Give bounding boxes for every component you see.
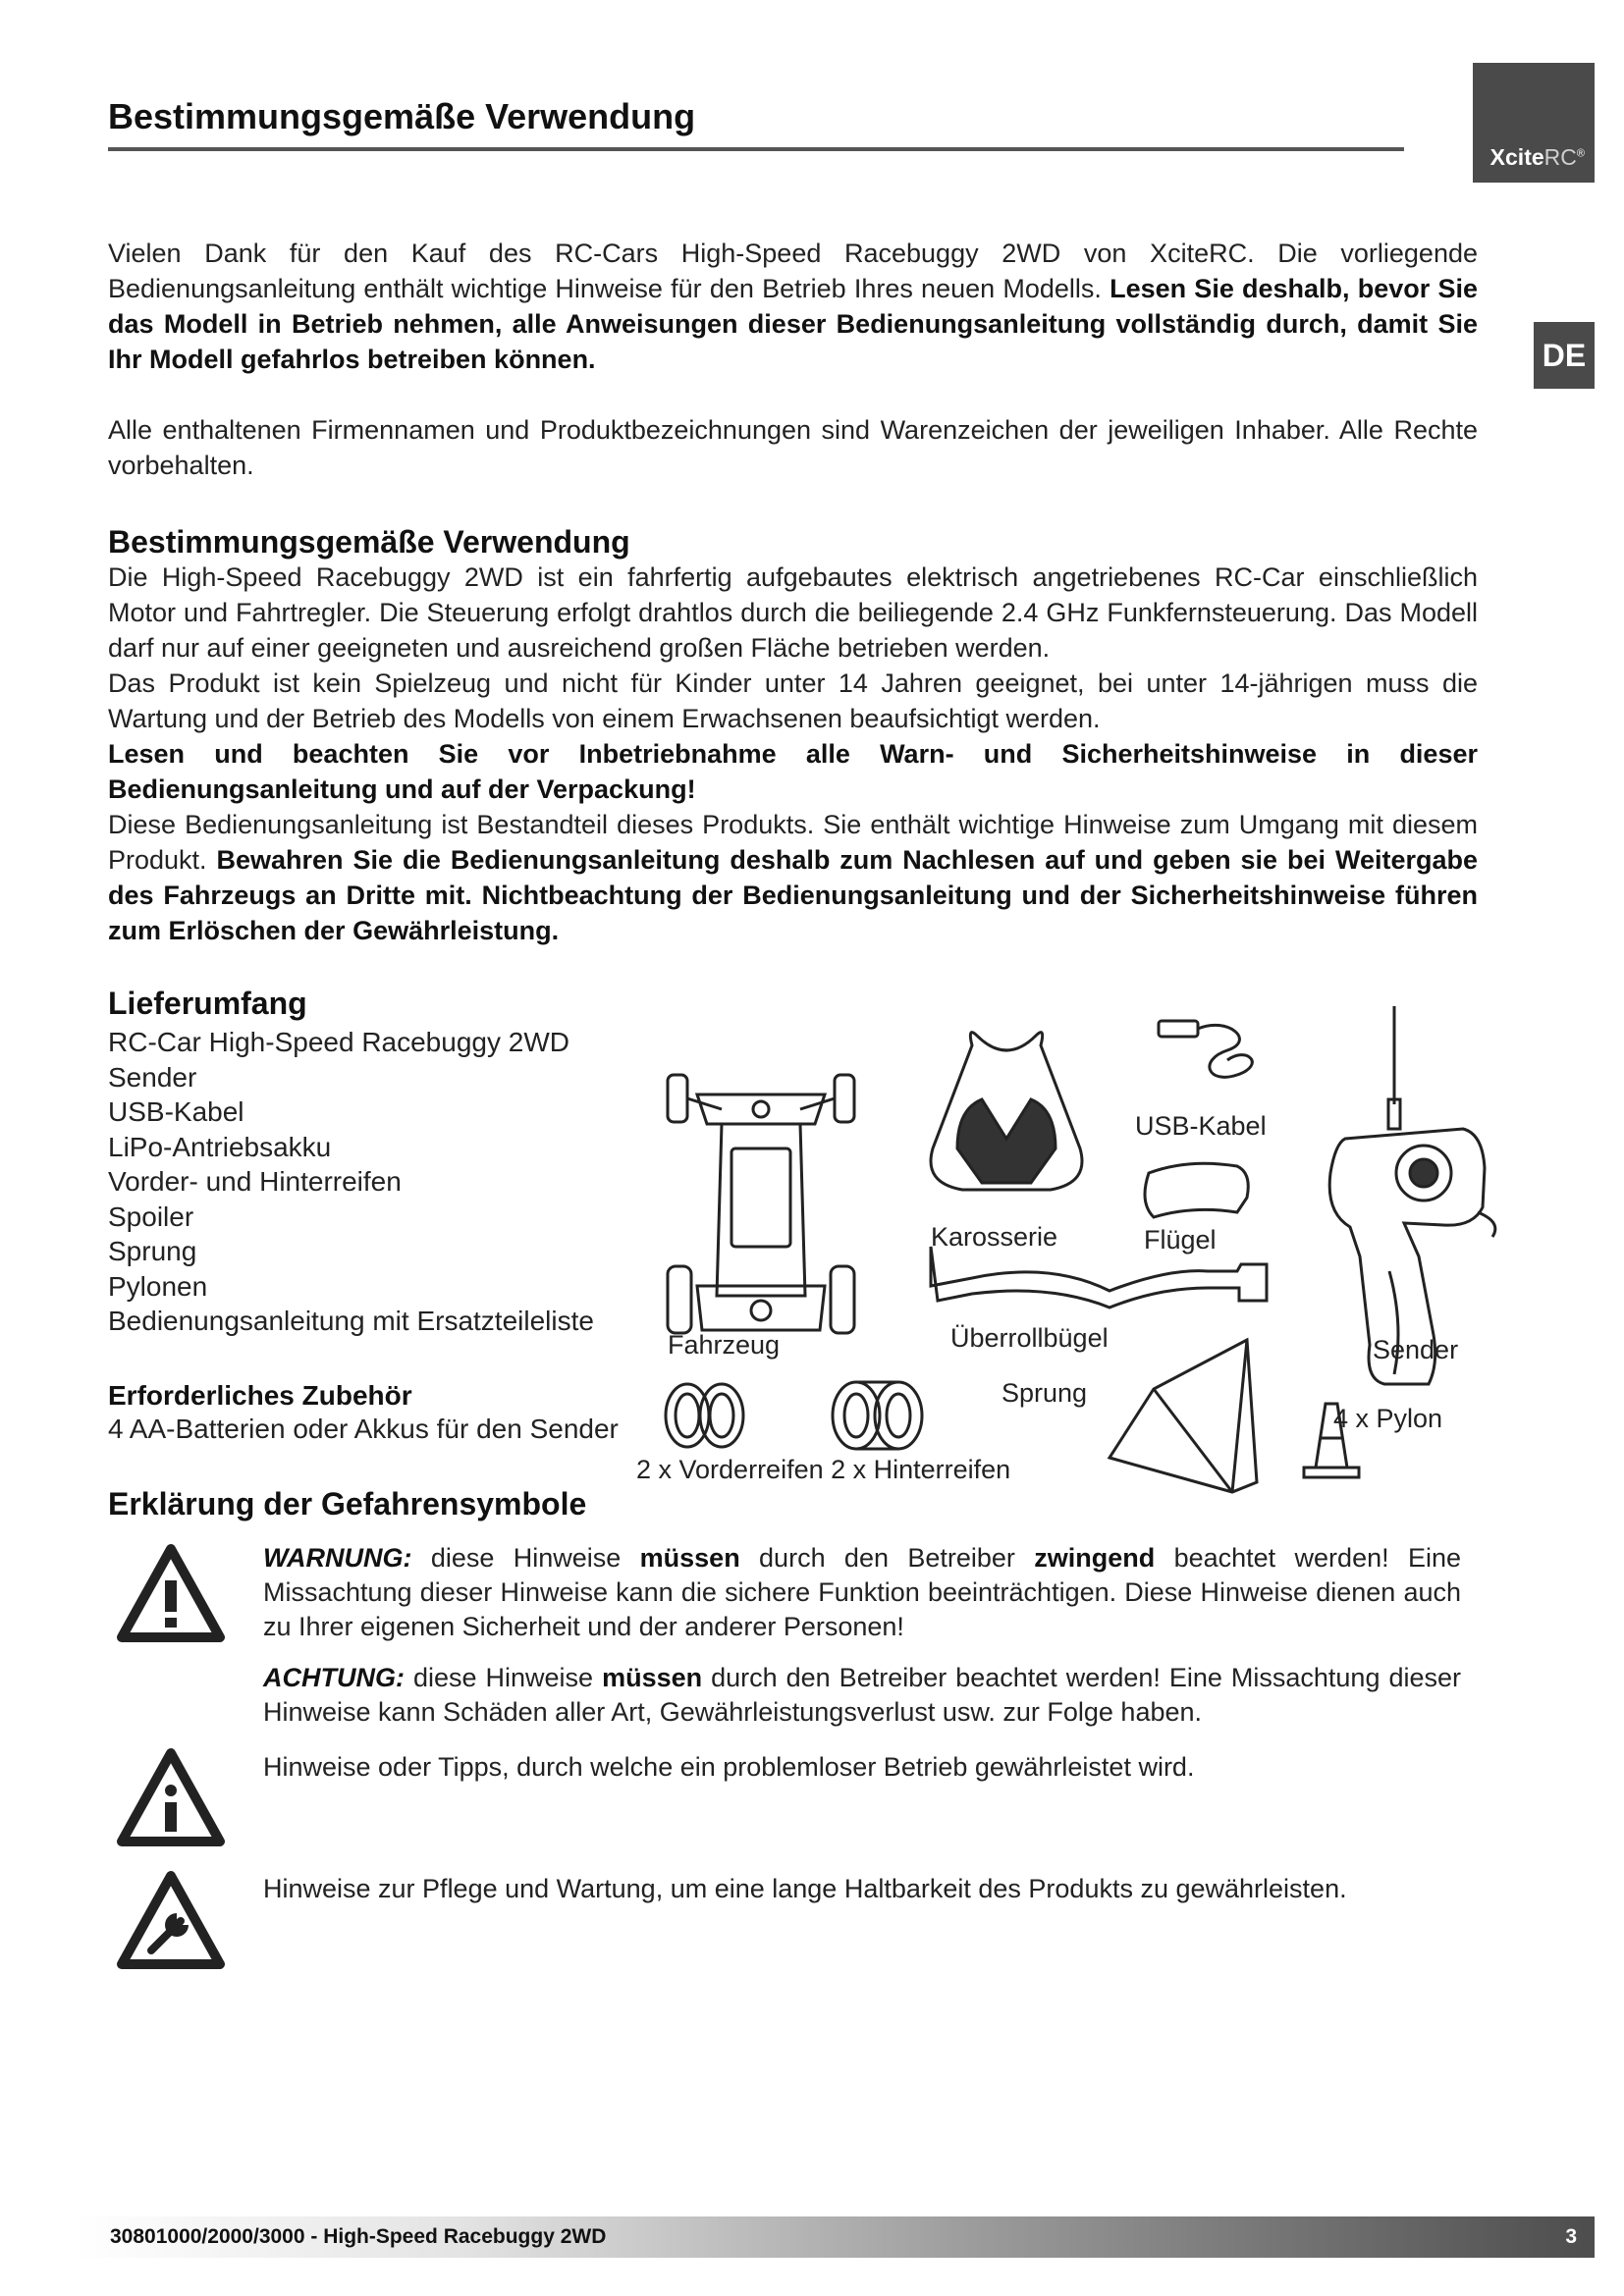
warnung-b2: zwingend (1034, 1543, 1156, 1573)
footer-bar (75, 2216, 1595, 2258)
label-fahrzeug: Fahrzeug (668, 1330, 781, 1360)
achtung-b1: müssen (602, 1663, 703, 1692)
verwendung-sentence-2: Das Produkt ist kein Spielzeug und nicht für Kinder unter 14 Jahren geeignet, bei unter 14-jährigen muss die Wartung und der Betrieb des Modells von einem Erwachsenen beaufsichtigt werden. (108, 668, 1478, 733)
package-contents-illustration (638, 1001, 1502, 1502)
list-item: RC-Car High-Speed Racebuggy 2WD (108, 1027, 569, 1057)
warning-exclamation-icon (116, 1543, 226, 1645)
logo-mark: ® (1576, 147, 1585, 160)
label-sender: Sender (1373, 1335, 1459, 1364)
warnung-t1: diese Hinweise (411, 1543, 640, 1573)
warnung-b1: müssen (639, 1543, 740, 1573)
language-tab: DE (1534, 322, 1595, 389)
list-item: Vorder- und Hinterreifen (108, 1166, 402, 1197)
warnung-t2: durch den Betreiber (739, 1543, 1035, 1573)
info-text: Hinweise oder Tipps, durch welche ein problemloser Betrieb gewährleistet wird. (263, 1752, 1195, 1782)
page-title: Bestimmungsgemäße Verwendung (108, 96, 696, 136)
hinterreifen-drawing (833, 1382, 922, 1449)
section-heading-verwendung: Bestimmungsgemäße Verwendung (108, 524, 630, 560)
label-reifen: 2 x Vorderreifen 2 x Hinterreifen (636, 1455, 1011, 1484)
intro-text: Vielen Dank für den Kauf des RC-Cars High-Speed Racebuggy 2WD von XciteRC. Die vorliegende Bedienungsanleitung enthält wichtige Hinweise für den Betrieb Ihres neuen Modells. (108, 239, 1478, 303)
verwendung-s4-text: Diese Bedienungsanleitung ist Bestandteil dieses Produkts. Sie enthält wichtige Hinweise zum Umgang mit diesem Produkt. (108, 810, 1478, 875)
label-usb-kabel: USB-Kabel (1135, 1111, 1267, 1141)
list-item: USB-Kabel (108, 1096, 244, 1127)
warnung-t3: beachtet werden! Eine Missachtung dieser Hinweise kann die sichere Funktion beeinträchtigen. Diese Hinweise dienen auch zu Ihrer eigenen Sicherheit und der anderer Personen! (263, 1543, 1461, 1641)
label-sprung: Sprung (1001, 1378, 1088, 1408)
title-divider (108, 147, 1404, 151)
xciterc-logo (1473, 63, 1595, 183)
page-number: 3 (1565, 2225, 1577, 2248)
label-ueberrollbuegel: Überrollbügel (950, 1323, 1109, 1353)
intro-paragraph (108, 236, 1478, 377)
ueberrollbuegel-drawing (931, 1247, 1267, 1308)
lieferumfang-list (108, 1025, 594, 1339)
logo-text (1490, 144, 1585, 171)
verwendung-sentence-4 (108, 807, 1478, 948)
list-item: Pylonen (108, 1270, 208, 1302)
list-item: Bedienungsanleitung mit Ersatzteileliste (108, 1306, 594, 1336)
warnung-text (263, 1541, 1461, 1644)
vehicle-drawing (668, 1075, 854, 1333)
fluegel-drawing (1145, 1163, 1248, 1217)
achtung-text (263, 1661, 1461, 1730)
karosserie-drawing (931, 1033, 1082, 1190)
list-item: Sender (108, 1061, 197, 1093)
info-icon (116, 1747, 226, 1849)
section-heading-gefahrensymbole: Erklärung der Gefahrensymbole (108, 1486, 587, 1522)
warnung-keyword: WARNUNG: (263, 1543, 412, 1573)
logo-rc: RC (1543, 144, 1577, 170)
maintenance-wrench-icon (116, 1870, 226, 1972)
intro-bold-text: Lesen Sie deshalb, bevor Sie das Modell in Betrieb nehmen, alle Anweisungen dieser Bedienungsanleitung vollständig durch, damit Sie Ihr Modell gefahrlos betreiben können. (108, 274, 1478, 374)
verwendung-warning-bold (108, 736, 1478, 807)
achtung-keyword: ACHTUNG: (263, 1663, 405, 1692)
verwendung-s4-bold: Bewahren Sie die Bedienungsanleitung deshalb zum Nachlesen auf und geben sie bei Weitergabe des Fahrzeugs an Dritte mit. Nichtbeachtung der Bedienungsanleitung und der Sicherheitshinweise führen zum Erlöschen der Gewährleistung. (108, 845, 1478, 945)
trademark-paragraph: Alle enthaltenen Firmennamen und Produktbezeichnungen sind Warenzeichen der jeweiligen Inhaber. Alle Rechte vorbehalten. (108, 415, 1478, 480)
label-pylon: 4 x Pylon (1333, 1404, 1443, 1433)
zubehoer-text: 4 AA-Batterien oder Akkus für den Sender (108, 1414, 619, 1444)
footer-product-text: 30801000/2000/3000 - High-Speed Racebuggy 2WD (110, 2225, 607, 2248)
achtung-t1: diese Hinweise (404, 1663, 603, 1692)
usb-cable-drawing (1159, 1021, 1252, 1077)
list-item: Sprung (108, 1236, 197, 1266)
list-item: Spoiler (108, 1201, 194, 1232)
vorderreifen-drawing (666, 1384, 743, 1447)
verwendung-paragraph (108, 560, 1478, 948)
pflege-text: Hinweise zur Pflege und Wartung, um eine lange Haltbarkeit des Produkts zu gewährleisten. (263, 1874, 1347, 1903)
section-heading-lieferumfang: Lieferumfang (108, 986, 307, 1021)
verwendung-bold-text: Lesen und beachten Sie vor Inbetriebnahme alle Warn- und Sicherheitshinweise in dieser Bedienungsanleitung und auf der Verpackung! (108, 739, 1478, 804)
sender-drawing (1329, 1006, 1495, 1384)
list-item: LiPo-Antriebsakku (108, 1131, 332, 1162)
label-fluegel: Flügel (1144, 1225, 1217, 1255)
label-karosserie: Karosserie (931, 1222, 1058, 1252)
achtung-t2: durch den Betreiber beachtet werden! Eine Missachtung dieser Hinweise kann Schäden aller Art, Gewährleistungsverlust usw. zur Folge haben. (263, 1663, 1461, 1727)
zubehoer-heading: Erforderliches Zubehör (108, 1380, 412, 1411)
logo-main: Xcite (1489, 144, 1544, 170)
verwendung-sentence-1: Die High-Speed Racebuggy 2WD ist ein fahrfertig aufgebautes elektrisch angetriebenes RC-Car einschließlich Motor und Fahrtregler. Die Steuerung erfolgt drahtlos durch die beiliegende 2.4 GHz Funkfernsteuerung. Das Modell darf nur auf einer geeigneten und ausreichend großen Fläche betrieben werden. (108, 562, 1478, 663)
